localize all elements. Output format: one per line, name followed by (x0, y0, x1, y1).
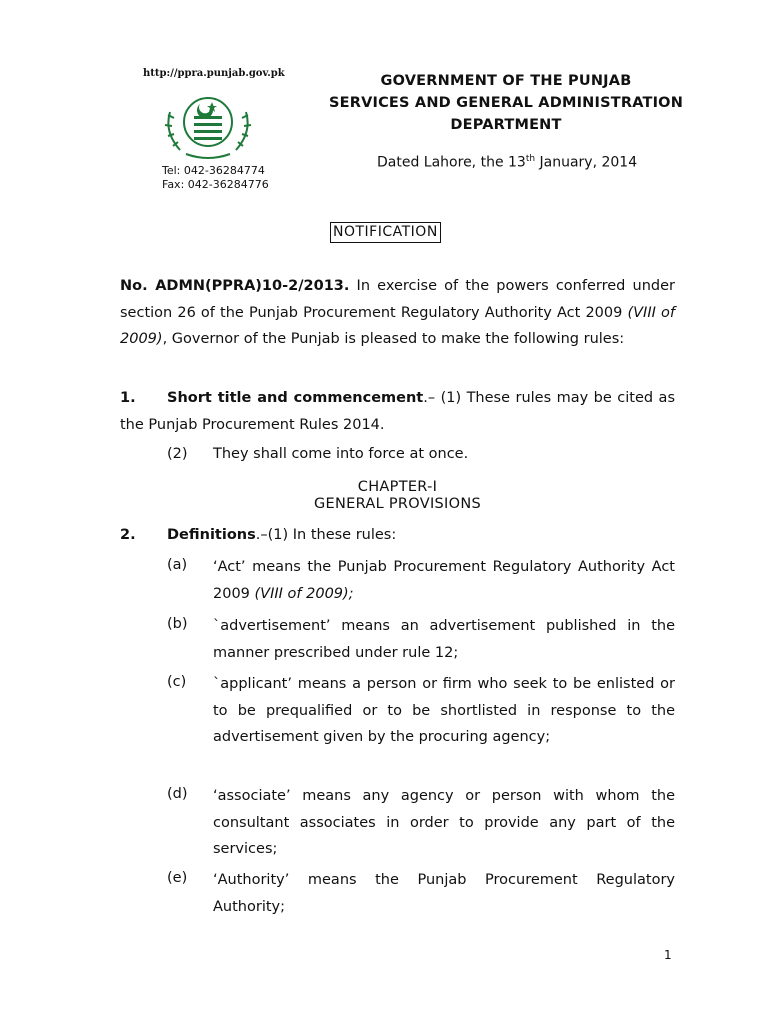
gov-line-1: GOVERNMENT OF THE PUNJAB (380, 73, 632, 89)
definition-a-text (213, 554, 675, 607)
date-prefix: Dated Lahore, the 13 (377, 154, 526, 171)
definition-b-label: (b) (167, 616, 188, 632)
page-number: 1 (664, 948, 672, 962)
section-2-text: .–(1) In these rules: (255, 527, 397, 543)
section-2-heading: Definitions (167, 527, 256, 543)
chapter-title: GENERAL PROVISIONS (313, 496, 482, 512)
punjab-emblem-logo (150, 82, 266, 164)
definition-a-label: (a) (167, 557, 188, 573)
definition-b-text: `advertisement’ means an advertisement published in the manner prescribed under rule 12; (213, 618, 675, 661)
fax-number: Fax: 042-36284776 (162, 178, 269, 191)
date-suffix: January, 2014 (535, 154, 638, 171)
intro-text-1: In exercise of the powers conferred under section 26 of the Punjab Procurement Regulatory Authority Act 2009 (120, 278, 675, 321)
act-reference: (VIII of 2009) (120, 304, 675, 347)
definition-e-label: (e) (167, 870, 188, 886)
date-superscript: th (525, 154, 536, 164)
chapter-heading (120, 479, 675, 513)
intro-text-2: , Governor of the Punjab is pleased to make the following rules: (162, 331, 625, 347)
section-1-sub-label: (2) (167, 446, 188, 462)
section-1-number: 1. (120, 390, 136, 406)
section-2-number: 2. (120, 527, 136, 543)
section-2 (120, 522, 675, 549)
chapter-label: CHAPTER-I (357, 479, 438, 495)
intro-paragraph (120, 273, 675, 353)
gov-line-3: DEPARTMENT (450, 117, 562, 133)
section-1 (120, 385, 675, 438)
section-1-heading: Short title and commencement (167, 390, 424, 406)
definition-c-label: (c) (167, 674, 187, 690)
section-1-text: .– (1) These rules may be cited as the Punjab Procurement Rules 2014. (120, 390, 676, 433)
definition-d-label: (d) (167, 786, 188, 802)
website-url: http://ppra.punjab.gov.pk (143, 68, 285, 79)
definition-e-text: ‘Authority’ means the Punjab Procurement Regulatory Authority; (213, 872, 675, 915)
definition-a-italic: (VIII of 2009); (254, 585, 354, 602)
notification-title: NOTIFICATION (330, 222, 441, 243)
definition-d-text: ‘associate’ means any agency or person with whom the consultant associates in order to provide any part of the services; (213, 788, 675, 857)
section-1-sub-text: They shall come into force at once. (213, 446, 469, 462)
government-heading (296, 70, 716, 136)
contact-info (162, 164, 269, 192)
telephone-number: Tel: 042-36284774 (162, 164, 265, 177)
gov-line-2: SERVICES AND GENERAL ADMINISTRATION (328, 95, 684, 111)
notification-ref: No. ADMN(PPRA)10-2/2013. (120, 278, 350, 294)
date-line (377, 154, 637, 171)
definition-c-text: `applicant’ means a person or firm who seek to be enlisted or to be prequalified or to be shortlisted in response to the advertisement given by the procuring agency; (213, 676, 675, 745)
definition-a-body: ‘Act’ means the Punjab Procurement Regulatory Authority Act 2009 (213, 559, 675, 602)
